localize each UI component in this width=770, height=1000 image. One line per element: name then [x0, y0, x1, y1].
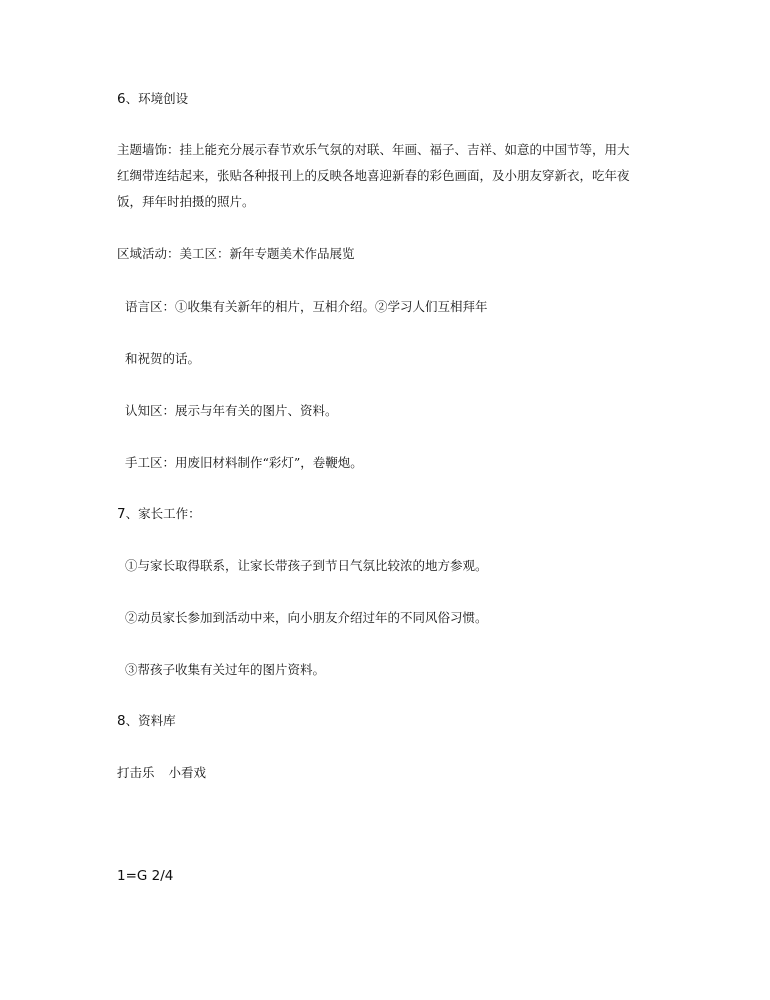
handwork-area-line: 手工区：用废旧材料制作“彩灯”，卷鞭炮。	[125, 455, 363, 470]
section-heading-library	[117, 712, 176, 730]
song-title-line	[117, 764, 206, 782]
cognition-area-line: 认知区：展示与年有关的图片、资料。	[125, 403, 338, 418]
section-title: 、家长工作：	[125, 506, 201, 521]
parents-item: ②动员家长参加到活动中来，向小朋友介绍过年的不同风俗习惯。	[125, 610, 488, 625]
paragraph-line: 饭，拜年时拍摄的照片。	[117, 194, 255, 209]
parents-item: ①与家长取得联系，让家长带孩子到节日气氛比较浓的地方参观。	[125, 558, 488, 573]
paragraph-line: 红绸带连结起来，张贴各种报刊上的反映各地喜迎新春的彩色画面，及小朋友穿新衣，吃年夜	[117, 168, 630, 183]
section-title: 、资料库	[125, 713, 176, 728]
theme-wall-paragraph	[117, 137, 662, 215]
section-heading-parents	[117, 505, 201, 523]
section-number: 6	[117, 91, 126, 107]
paragraph-line: 主题墙饰：挂上能充分展示春节欢乐气氛的对联、年画、福子、吉祥、如意的中国节等，用大	[117, 142, 630, 157]
section-number: 8	[117, 713, 126, 729]
song-category: 打击乐	[117, 765, 155, 780]
music-key-notation: 1=G 2/4	[117, 868, 174, 884]
language-area-continuation: 和祝贺的话。	[125, 351, 201, 366]
section-title: 、环境创设	[125, 91, 189, 106]
area-activity-line: 区域活动：美工区：新年专题美术作品展览	[117, 246, 355, 261]
parents-item: ③帮孩子收集有关过年的图片资料。	[125, 662, 326, 677]
section-number: 7	[117, 506, 126, 522]
section-heading-environment	[117, 90, 188, 108]
language-area-line: 语言区：①收集有关新年的相片，互相介绍。②学习人们互相拜年	[125, 299, 488, 314]
song-name: 小看戏	[168, 765, 207, 780]
